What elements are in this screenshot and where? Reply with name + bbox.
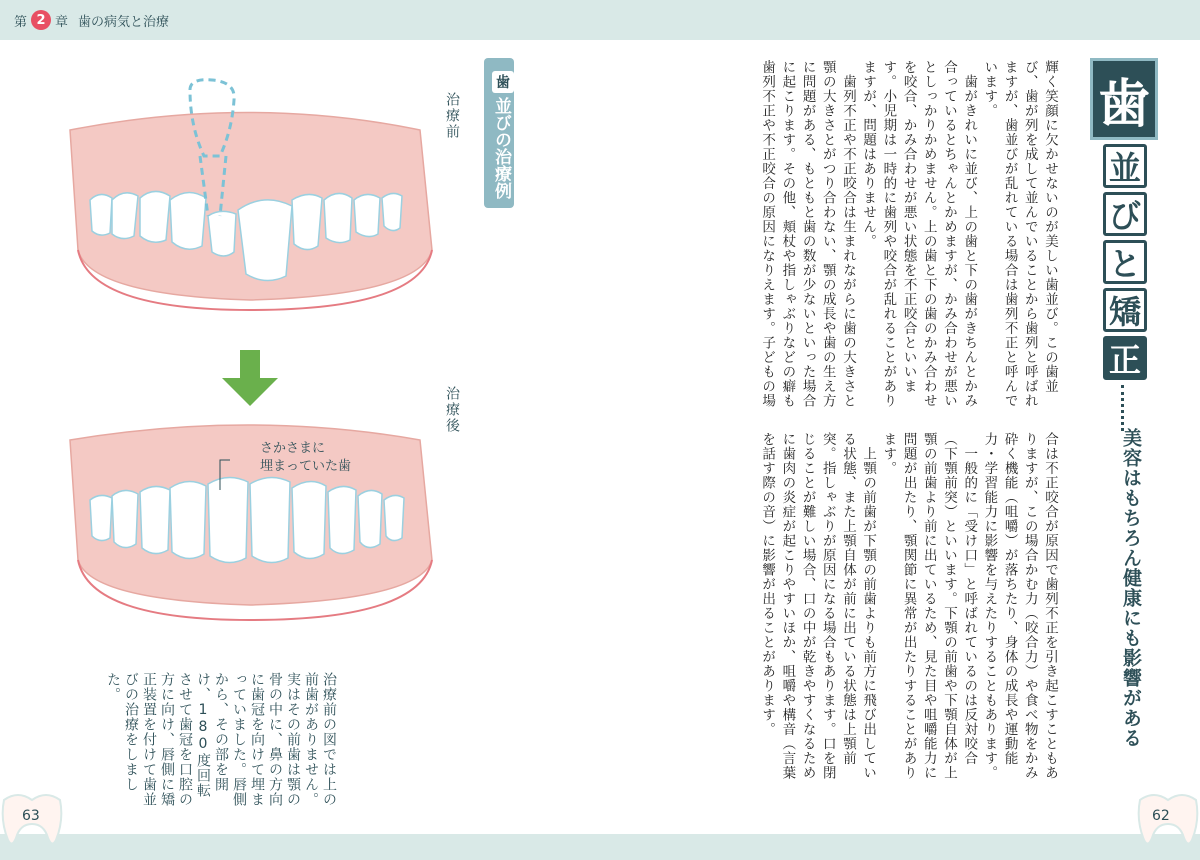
title-char: 正 bbox=[1103, 336, 1147, 380]
chapter-number-badge: 2 bbox=[31, 10, 51, 30]
body-text-lower: 合は不正咬合が原因で歯列不正を引き起こすこともありますが、この場合かむ力（咬合力）や食べ物をかみ砕く機能（咀嚼）が落ちたり、身体の成長や運動能力・学習能力に影響を与えたりすることもあります。 一般的に「受け口」と呼ばれているのは反対咬合（下顎前突）といいます。下顎の前歯や下顎自体が上顎の前歯より前に出ているため、見た目や咀嚼能力に問題が出たり、顎関節に異常が出たりすることがあります。 上顎の前歯が下顎の前歯よりも前方に飛び出している状態、また上顎自体が前に出ている状態は上顎前突。指しゃぶりが原因になる場合もあります。口を閉じることが難しい場合、口の中が乾きやすくなるために歯肉の炎症が起こりやすいほか、咀嚼や構音（言葉を話す際の音）に影響が出ることがあります。 bbox=[759, 432, 1058, 780]
title-char: 矯 bbox=[1103, 288, 1147, 332]
callout-text: さかさまに 埋まっていた歯 bbox=[260, 441, 352, 474]
chapter-suffix: 章 bbox=[55, 14, 69, 30]
treatment-note: 治療前の図では上の前歯がありません。実はその前歯は顎の骨の中に、鼻の方向に歯冠を向けて埋まっていました。唇側から、その部を開け、180度回転させて歯冠を口腔の方に向け、唇側に矯正装置を付けて歯並びの治療をしました。 bbox=[105, 672, 337, 807]
title-char: 並 bbox=[1103, 144, 1147, 188]
label-after: 治療後 bbox=[444, 386, 460, 434]
section-badge bbox=[484, 58, 514, 208]
title-big-char: 歯 bbox=[1090, 58, 1158, 140]
title-char: び bbox=[1103, 192, 1147, 236]
tooth-section-icon: 歯 bbox=[492, 71, 514, 93]
body-text-upper: 輝く笑顔に欠かせないのが美しい歯並び。この歯並び、歯が列を成して並んでいることから歯列と呼ばれますが、歯並びが乱れている場合は歯列不正と呼んでいます。 歯がきれいに並び、上の歯と下の歯がきちんとかみ合っているとちゃんとかめますが、かみ合わせが悪いとしっかりかめません。上の歯と下の歯のかみ合わせを咬合、かみ合わせが悪い状態を不正咬合といいます。小児期は一時的に歯列や咬合が乱れることがありますが、問題はありません。 歯列不正や不正咬合は生まれながらに歯の大きさと顎の大きさとがつり合わない、顎の成長や歯の生え方に問題がある、もともと歯の数が少ないといった場合に起こります。その他、頬杖や指しゃぶりなどの癖も歯列不正や不正咬合の原因になりえます。子どもの場 bbox=[759, 60, 1058, 408]
chapter-title: 歯の病気と治療 bbox=[78, 14, 170, 30]
teeth-illustration bbox=[60, 60, 440, 650]
page-number-left: 63 bbox=[22, 808, 40, 824]
section-title: 並びの治療例 bbox=[491, 97, 511, 199]
title-dots bbox=[1121, 385, 1124, 431]
article-title bbox=[1090, 58, 1160, 380]
header-band bbox=[0, 0, 1200, 40]
title-char: と bbox=[1103, 240, 1147, 284]
article-subtitle: 美容はもちろん健康にも影響がある bbox=[1120, 428, 1142, 748]
chapter-prefix: 第 bbox=[14, 14, 28, 30]
label-before: 治療前 bbox=[444, 92, 460, 140]
footer-band bbox=[0, 834, 1200, 860]
page-number-right: 62 bbox=[1152, 808, 1170, 824]
chapter-heading bbox=[14, 10, 169, 30]
